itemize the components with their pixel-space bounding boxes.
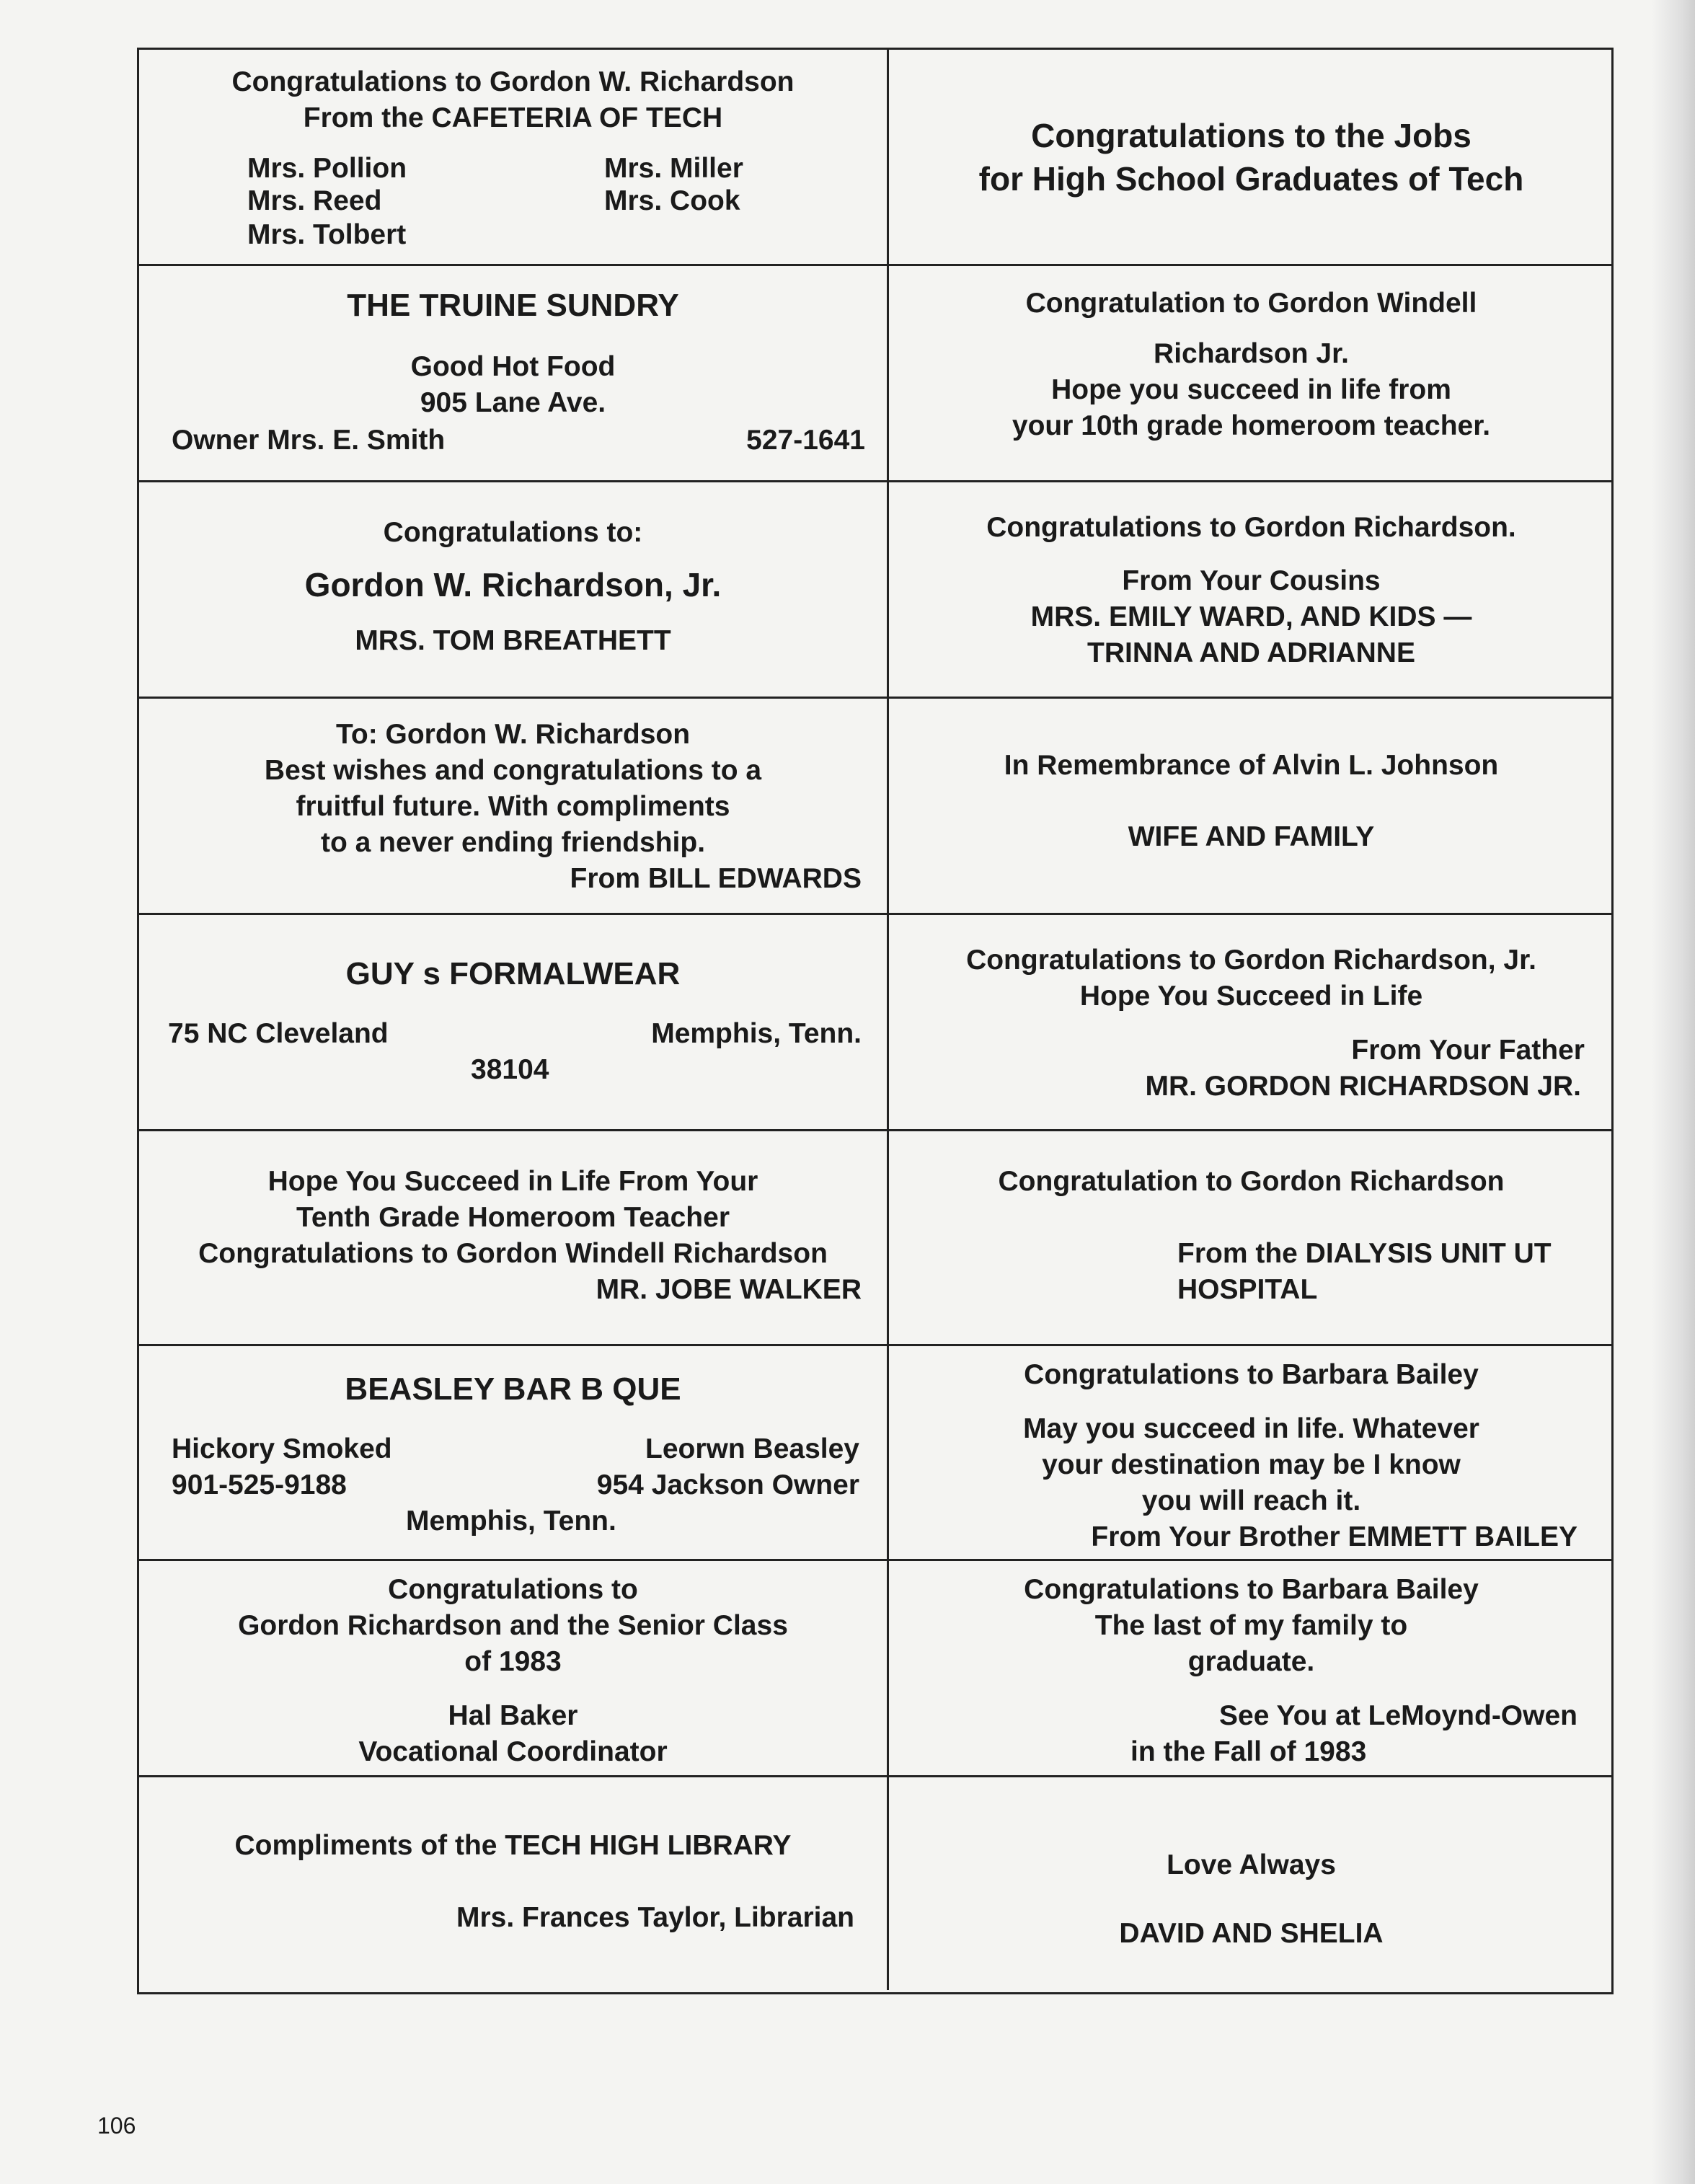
ad-line: Congratulations to Gordon Richardson. xyxy=(986,512,1516,543)
page-binding-edge xyxy=(1652,0,1695,2184)
ad-line: In Remembrance of Alvin L. Johnson xyxy=(1004,750,1499,781)
ad-signature: TRINNA AND ADRIANNE xyxy=(1087,637,1415,668)
ad-line: Congratulations to Barbara Bailey xyxy=(1024,1574,1479,1605)
ad-city: Memphis, Tenn. xyxy=(651,1018,862,1049)
ad-grid xyxy=(137,48,1614,1994)
ad-phone: 527-1641 xyxy=(746,425,865,456)
ad-line: Congratulations to xyxy=(388,1574,638,1605)
ad-line: to a never ending friendship. xyxy=(320,827,706,858)
honoree-name: Gordon W. Richardson, Jr. xyxy=(304,566,722,604)
ad-signature: From Your Brother EMMETT BAILEY xyxy=(1091,1521,1577,1552)
ad-line: Hickory Smoked xyxy=(172,1433,392,1464)
ad-jobs-graduates xyxy=(889,50,1614,266)
ad-line: Hope You Succeed in Life xyxy=(1079,981,1423,1012)
ad-line: Gordon Richardson and the Senior Class xyxy=(238,1610,788,1641)
ad-line: Richardson Jr. xyxy=(1154,338,1349,369)
ad-father xyxy=(889,915,1614,1131)
ad-line: Hope you succeed in life from xyxy=(1051,374,1451,405)
ad-cafeteria xyxy=(139,50,889,266)
ad-guys-formalwear xyxy=(139,915,889,1131)
staff-name: Mrs. Miller xyxy=(604,153,743,184)
ad-signature: MRS. EMILY WARD, AND KIDS — xyxy=(1030,601,1472,632)
staff-name: Mrs. Pollion xyxy=(247,153,407,184)
ad-line: you will reach it. xyxy=(1141,1485,1361,1516)
ad-header-line: From the CAFETERIA OF TECH xyxy=(303,102,723,133)
business-name: GUY s FORMALWEAR xyxy=(345,956,681,991)
business-name: THE TRUINE SUNDRY xyxy=(347,288,679,323)
ad-line: your destination may be I know xyxy=(1042,1449,1461,1480)
ad-signature: Mrs. Frances Taylor, Librarian xyxy=(456,1902,854,1933)
ad-line: May you succeed in life. Whatever xyxy=(1023,1413,1479,1444)
ad-phone: 901-525-9188 xyxy=(172,1469,347,1500)
staff-name: Mrs. Tolbert xyxy=(247,219,407,250)
ad-headline: for High School Graduates of Tech xyxy=(978,160,1524,198)
ad-hal-baker xyxy=(139,1561,889,1777)
ad-beasley-bar-b-que xyxy=(139,1346,889,1561)
ad-address: 905 Lane Ave. xyxy=(420,387,606,418)
ad-line: Hope You Succeed in Life From Your xyxy=(267,1166,758,1197)
ad-breathett xyxy=(139,482,889,699)
ad-line: Congratulations to Barbara Bailey xyxy=(1024,1359,1479,1390)
ad-david-shelia xyxy=(889,1777,1614,1990)
ad-line: Good Hot Food xyxy=(410,351,616,382)
ad-zip: 38104 xyxy=(471,1054,549,1085)
ad-line: of 1983 xyxy=(464,1646,562,1677)
ad-signature: From BILL EDWARDS xyxy=(570,863,862,894)
ad-cousins xyxy=(889,482,1614,699)
ad-signature: WIFE AND FAMILY xyxy=(1128,821,1375,852)
ad-signature: HOSPITAL xyxy=(1177,1274,1318,1305)
ad-city: Memphis, Tenn. xyxy=(406,1506,616,1537)
ad-signature: MR. JOBE WALKER xyxy=(596,1274,862,1305)
ad-signature: MR. GORDON RICHARDSON JR. xyxy=(1145,1071,1581,1102)
staff-name: Mrs. Reed xyxy=(247,185,382,216)
ad-tech-library xyxy=(139,1777,889,1990)
ad-remembrance xyxy=(889,699,1614,915)
ad-signature: MRS. TOM BREATHETT xyxy=(355,625,671,656)
ad-headline: Congratulations to the Jobs xyxy=(1031,117,1471,154)
ad-line: Compliments of the TECH HIGH LIBRARY xyxy=(234,1830,792,1861)
ad-signature: From Your Father xyxy=(1351,1035,1585,1066)
ad-line: Congratulation to Gordon Richardson xyxy=(998,1166,1505,1197)
page-number: 106 xyxy=(97,2113,136,2139)
ad-line: Tenth Grade Homeroom Teacher xyxy=(296,1202,730,1233)
ad-signature: DAVID AND SHELIA xyxy=(1119,1918,1384,1949)
ad-line: To: Gordon W. Richardson xyxy=(335,719,691,750)
ad-line: Congratulations to: xyxy=(383,517,643,548)
ad-owner: Leorwn Beasley xyxy=(645,1433,859,1464)
ad-10th-grade-teacher xyxy=(889,266,1614,482)
ad-line: graduate. xyxy=(1187,1646,1315,1677)
ad-lemoynd-owen xyxy=(889,1561,1614,1777)
ad-line: fruitful future. With compliments xyxy=(296,791,730,822)
business-name: BEASLEY BAR B QUE xyxy=(345,1371,681,1407)
ad-line: The last of my family to xyxy=(1094,1610,1408,1641)
ad-header-line: Congratulations to Gordon W. Richardson xyxy=(231,66,795,97)
ad-line: Love Always xyxy=(1167,1849,1336,1880)
ad-dialysis-unit xyxy=(889,1131,1614,1346)
ad-address: 954 Jackson Owner xyxy=(596,1469,859,1500)
ad-truine-sundry xyxy=(139,266,889,482)
ad-line: your 10th grade homeroom teacher. xyxy=(1012,410,1491,441)
ad-line: in the Fall of 1983 xyxy=(1130,1736,1367,1767)
ad-line: See You at LeMoynd-Owen xyxy=(1219,1700,1577,1731)
ad-owner: Owner Mrs. E. Smith xyxy=(172,425,446,456)
ad-line: Congratulations to Gordon Richardson, Jr. xyxy=(966,945,1536,976)
ad-signature: From the DIALYSIS UNIT UT xyxy=(1177,1238,1552,1269)
ad-line: Congratulation to Gordon Windell xyxy=(1025,288,1477,319)
ad-line: Congratulations to Gordon Windell Richardson xyxy=(198,1238,828,1269)
ad-bill-edwards xyxy=(139,699,889,915)
ad-jobe-walker xyxy=(139,1131,889,1346)
ad-address: 75 NC Cleveland xyxy=(168,1018,389,1049)
staff-name: Mrs. Cook xyxy=(604,185,740,216)
ad-line: From Your Cousins xyxy=(1122,565,1381,596)
ad-line: Best wishes and congratulations to a xyxy=(264,755,762,786)
ad-signature: Hal Baker xyxy=(448,1700,578,1731)
ad-signature-title: Vocational Coordinator xyxy=(358,1736,668,1767)
ad-emmett-bailey xyxy=(889,1346,1614,1561)
